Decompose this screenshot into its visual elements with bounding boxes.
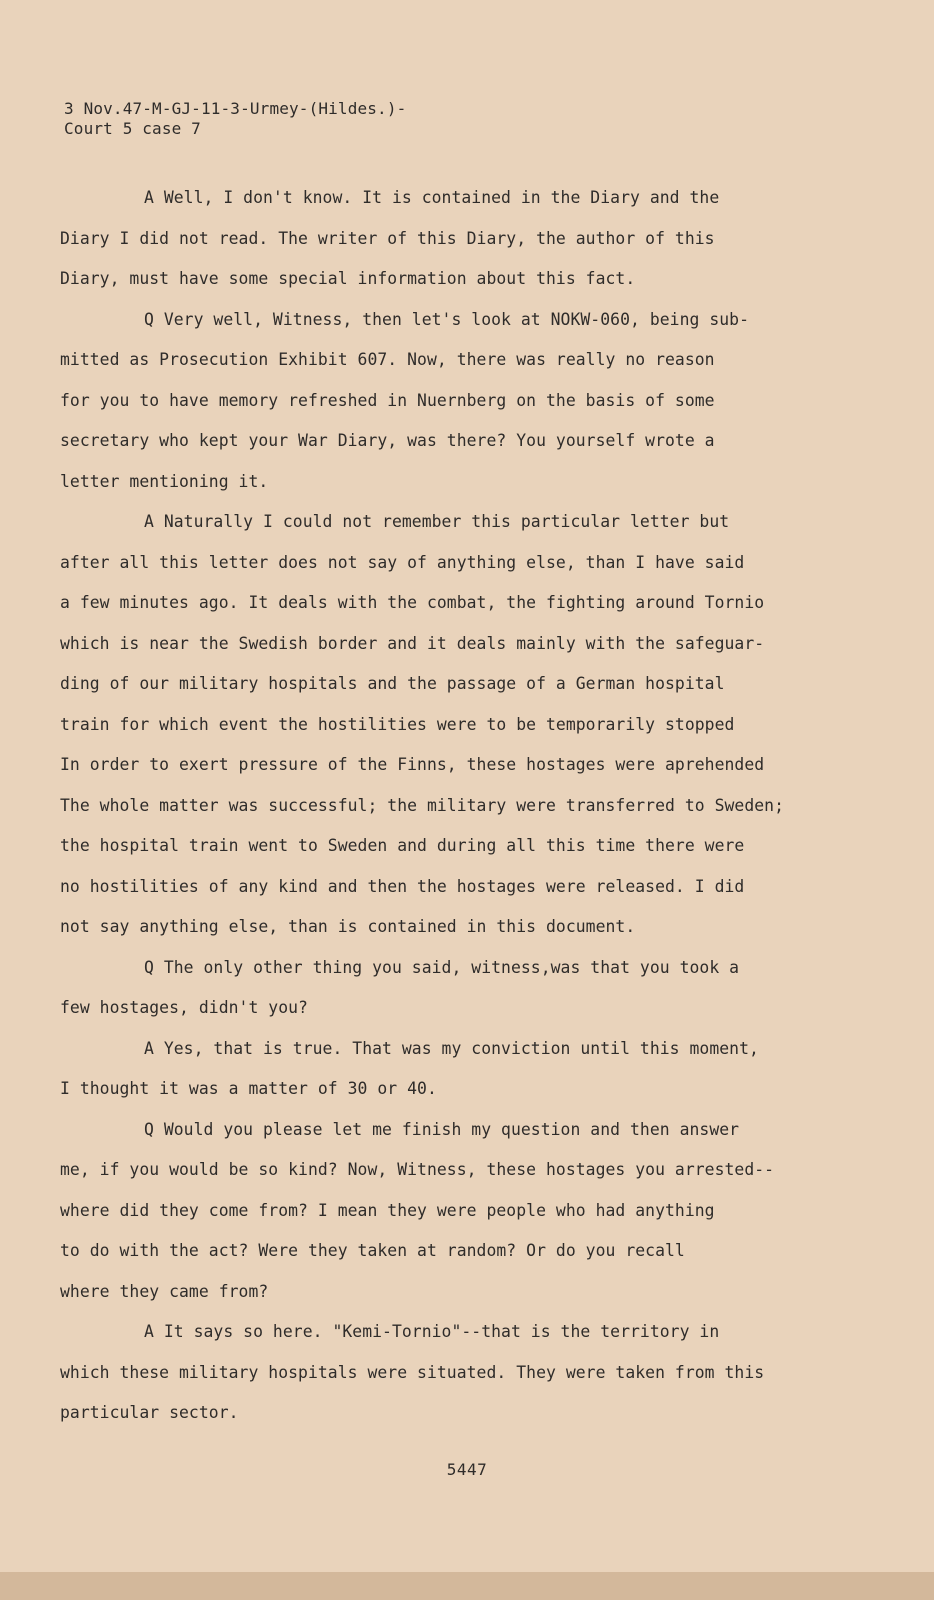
transcript-line: In order to exert pressure of the Finns, these hostages were aprehended bbox=[60, 755, 765, 774]
transcript-line: Diary, must have some special information about this fact. bbox=[60, 269, 636, 288]
transcript-line: a few minutes ago. It deals with the combat, the fighting around Tornio bbox=[60, 593, 765, 612]
transcript-line: which these military hospitals were situated. They were taken from this bbox=[60, 1362, 765, 1382]
transcript-line: where did they come from? I mean they were people who had anything bbox=[60, 1200, 715, 1220]
transcript-line: mitted as Prosecution Exhibit 607. Now, there was really no reason bbox=[60, 350, 715, 369]
transcript-body bbox=[60, 178, 820, 1434]
transcript-line: A Yes, that is true. That was my conviction until this moment, bbox=[144, 1038, 759, 1058]
transcript-line: I thought it was a matter of 30 or 40. bbox=[60, 1079, 437, 1098]
transcript-line: A It says so here. "Kemi-Tornio"--that is the territory in bbox=[144, 1322, 720, 1341]
page-number: 5447 bbox=[446, 1460, 488, 1479]
transcript-line: A Well, I don't know. It is contained in the Diary and the bbox=[144, 188, 720, 207]
transcript-line: Q Very well, Witness, then let's look at NOKW-060, being sub- bbox=[144, 309, 749, 329]
transcript-line: secretary who kept your War Diary, was there? You yourself wrote a bbox=[60, 431, 715, 450]
transcript-line: me, if you would be so kind? Now, Witness, these hostages you arrested-- bbox=[60, 1160, 775, 1179]
document-header bbox=[64, 99, 406, 139]
transcript-line: after all this letter does not say of anything else, than I have said bbox=[60, 552, 745, 572]
transcript-line: the hospital train went to Sweden and during all this time there were bbox=[60, 836, 745, 855]
transcript-line: to do with the act? Were they taken at random? Or do you recall bbox=[60, 1241, 685, 1260]
transcript-line: A Naturally I could not remember this particular letter but bbox=[144, 512, 730, 531]
paper-bottom-edge bbox=[0, 1572, 934, 1600]
transcript-line: Q Would you please let me finish my question and then answer bbox=[144, 1119, 740, 1139]
transcript-line: Diary I did not read. The writer of this Diary, the author of this bbox=[60, 228, 715, 248]
transcript-line: not say anything else, than is contained in this document. bbox=[60, 917, 636, 936]
transcript-line: particular sector. bbox=[60, 1403, 239, 1422]
transcript-line: train for which event the hostilities were to be temporarily stopped bbox=[60, 714, 735, 734]
transcript-line: which is near the Swedish border and it deals mainly with the safeguar- bbox=[60, 633, 765, 653]
transcript-line: Q The only other thing you said, witness,was that you took a bbox=[144, 957, 740, 977]
header-line-1: 3 Nov.47-M-GJ-11-3-Urmey-(Hildes.)- bbox=[64, 99, 407, 118]
header-line-2: Court 5 case 7 bbox=[64, 119, 201, 138]
transcript-line: ding of our military hospitals and the passage of a German hospital bbox=[60, 674, 725, 693]
transcript-line: The whole matter was successful; the military were transferred to Sweden; bbox=[60, 795, 785, 815]
transcript-line: for you to have memory refreshed in Nuernberg on the basis of some bbox=[60, 390, 715, 410]
transcript-line: where they came from? bbox=[60, 1281, 269, 1301]
transcript-line: few hostages, didn't you? bbox=[60, 998, 308, 1017]
transcript-line: no hostilities of any kind and then the hostages were released. I did bbox=[60, 876, 745, 896]
transcript-line: letter mentioning it. bbox=[60, 471, 269, 491]
